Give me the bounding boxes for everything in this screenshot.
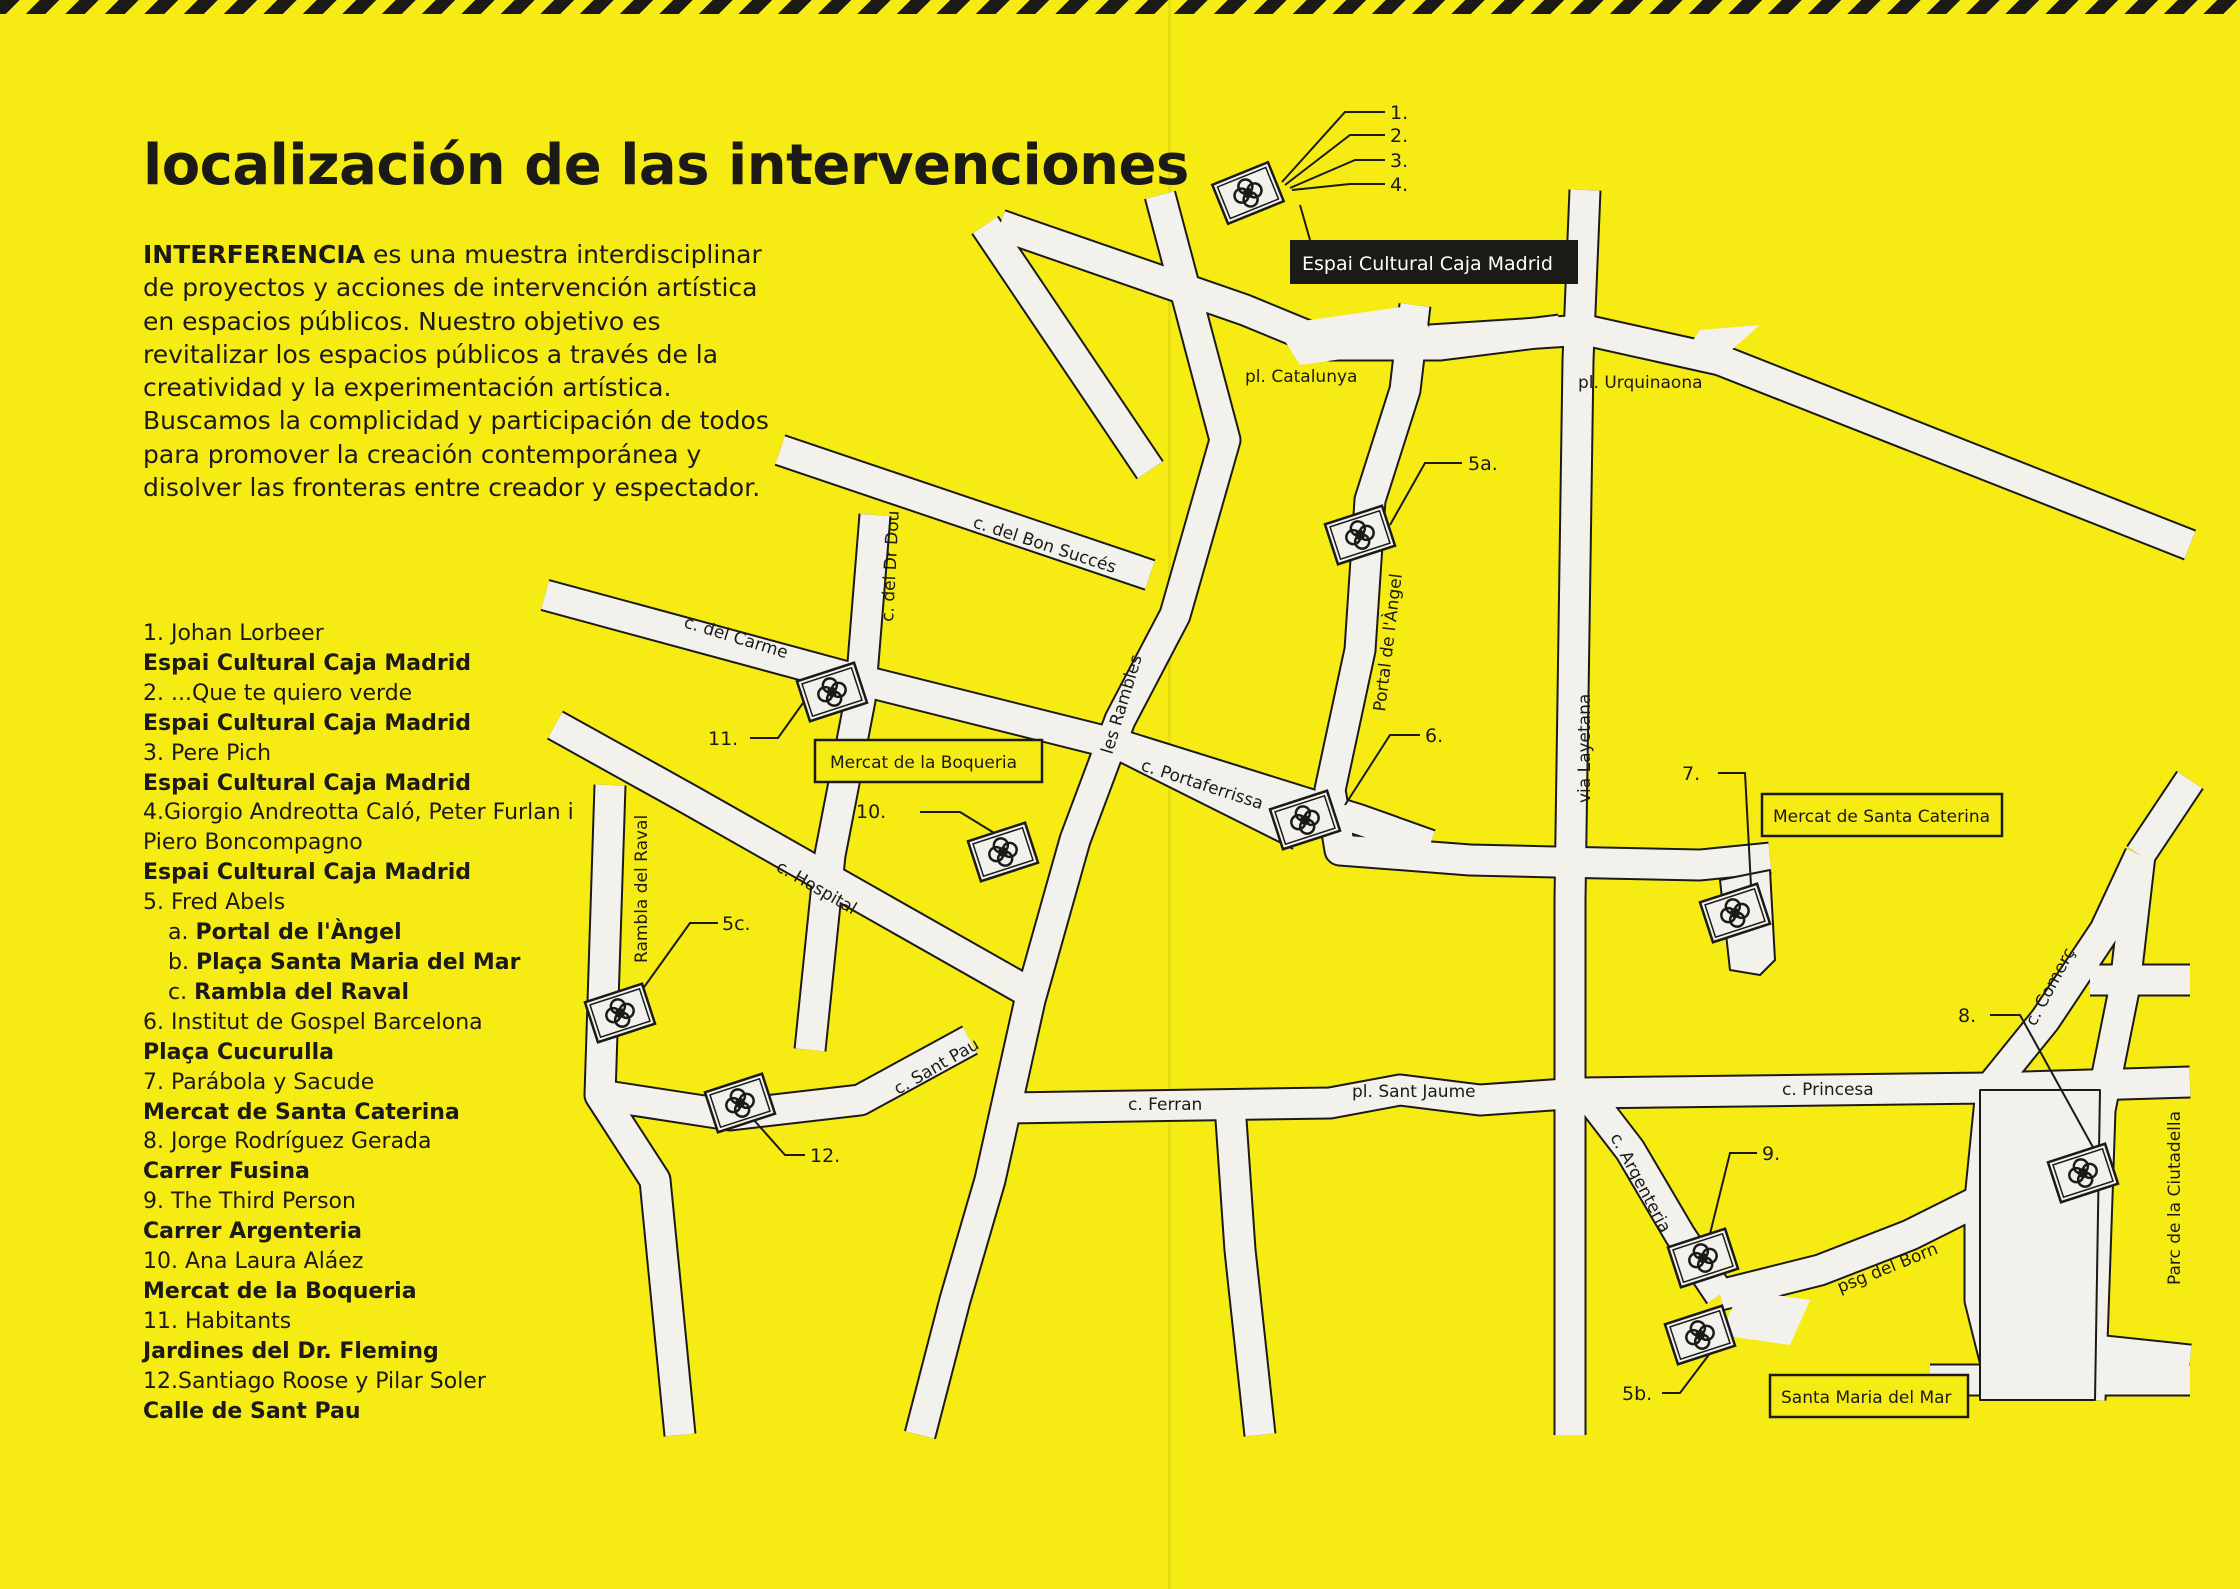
legend-sub-item: c. Rambla del Raval: [168, 979, 409, 1005]
marker-number: 2.: [1390, 125, 1409, 147]
marker-number: 11.: [708, 728, 739, 750]
street-label: pl. Urquinaona: [1578, 373, 1703, 393]
legend-artist: 7. Parábola y Sacude: [143, 1069, 375, 1095]
marker-number: 12.: [810, 1145, 841, 1167]
marker-icon: [968, 823, 1038, 881]
street-label: c. Comerç: [2021, 944, 2080, 1030]
intro-brand: INTERFERENCIA: [143, 240, 366, 269]
marker-number: 9.: [1762, 1143, 1781, 1165]
legend-artist: 4.Giorgio Andreotta Caló, Peter Furlan i: [143, 800, 574, 826]
legend-venue: Mercat de la Boqueria: [143, 1278, 417, 1304]
legend-venue: Espai Cultural Caja Madrid: [143, 710, 472, 736]
marker-number: 6.: [1425, 725, 1444, 747]
marker-icon: [1212, 162, 1283, 223]
svg-text:Mercat de la Boqueria: Mercat de la Boqueria: [830, 753, 1017, 773]
street-label: Portal de l'Àngel: [1370, 572, 1407, 713]
legend-venue: Jardines del Dr. Fleming: [143, 1338, 439, 1364]
legend-artist-cont: Piero Boncompagno: [143, 830, 363, 856]
street-label: c. Argenteria: [1605, 1129, 1675, 1237]
legend-artist: 9. The Third Person: [143, 1189, 356, 1215]
legend-artist: 6. Institut de Gospel Barcelona: [143, 1009, 483, 1035]
svg-text:Mercat de Santa Caterina: Mercat de Santa Caterina: [1773, 807, 1991, 827]
street-label: Parc de la Ciutadella: [2165, 1110, 2185, 1285]
legend-venue: Plaça Cucurulla: [143, 1039, 335, 1065]
marker-number: 3.: [1390, 150, 1409, 172]
street-label: c. Sant Pau: [890, 1034, 983, 1100]
legend-artist: 3. Pere Pich: [143, 740, 272, 766]
marker-number: 5a.: [1468, 453, 1498, 475]
street-label: c. Hospital: [772, 857, 861, 920]
svg-text:Santa Maria del Mar: Santa Maria del Mar: [1781, 1388, 1952, 1408]
marker-icon: [1665, 1306, 1735, 1364]
street-label: c. del Dr Dou: [878, 510, 904, 623]
venue-box-boqueria: [815, 740, 1042, 782]
legend-artist: 10. Ana Laura Aláez: [143, 1249, 364, 1275]
legend-venue: Carrer Argenteria: [143, 1219, 363, 1245]
legend-artist: 8. Jorge Rodríguez Gerada: [143, 1129, 432, 1155]
venue-box-espai: [1290, 240, 1578, 284]
intro-text: es una muestra interdisciplinar de proyectos y acciones de intervención artística en espacios públicos. Nuestro objetivo es revitalizar los espacios públicos a través de la creatividad y la experimentación artística. Buscamos la complicidad y participación de todos para promover la creación contemporánea y disolver las fronteras entre creador y espectador.: [143, 240, 769, 503]
legend-venue: Espai Cultural Caja Madrid: [143, 860, 472, 886]
marker-number: 7.: [1682, 763, 1701, 785]
street-label: Rambla del Raval: [632, 814, 652, 963]
legend-venue: Mercat de Santa Caterina: [143, 1099, 460, 1125]
legend-venue: Espai Cultural Caja Madrid: [143, 650, 472, 676]
legend-venue: Calle de Sant Pau: [143, 1398, 361, 1424]
marker-number: 5c.: [722, 913, 751, 935]
venue-box-santa-maria: [1770, 1375, 1968, 1417]
legend-venue: Carrer Fusina: [143, 1159, 310, 1185]
street-label: via Layetana: [1575, 693, 1595, 803]
marker-icon: [1325, 506, 1395, 564]
street-label: pl. Catalunya: [1245, 367, 1358, 387]
legend-sub-item: a. Portal de l'Àngel: [168, 920, 402, 946]
marker-number: 4.: [1390, 174, 1409, 196]
legend-sub-item: b. Plaça Santa Maria del Mar: [168, 949, 521, 975]
marker-number: 5b.: [1622, 1383, 1653, 1405]
marker-number: 8.: [1958, 1005, 1977, 1027]
street-label: c. del Carme: [681, 612, 791, 664]
venue-box-caterina: [1762, 794, 2002, 836]
street-label: c. del Bon Succés: [970, 512, 1119, 578]
page-title: localización de las intervenciones: [143, 133, 1189, 198]
marker-number: 1.: [1390, 102, 1409, 124]
street-label: c. Portaferrissa: [1138, 755, 1266, 815]
street-label: psg del Born: [1834, 1239, 1941, 1298]
legend-artist: 11. Habitants: [143, 1308, 292, 1334]
legend-artist: 5. Fred Abels: [143, 890, 286, 916]
svg-text:Espai Cultural Caja Madrid: Espai Cultural Caja Madrid: [1302, 253, 1553, 275]
street-label: c. Princesa: [1782, 1080, 1874, 1100]
legend-venue: Espai Cultural Caja Madrid: [143, 770, 472, 796]
marker-number: 10.: [856, 801, 887, 823]
street-label: pl. Sant Jaume: [1352, 1082, 1476, 1102]
street-label: c. Ferran: [1128, 1095, 1203, 1115]
legend-artist: 1. Johan Lorbeer: [143, 621, 324, 646]
legend-artist: 2. ...Que te quiero verde: [143, 680, 413, 706]
street-label: les Rambles: [1097, 652, 1147, 757]
legend-artist: 12.Santiago Roose y Pilar Soler: [143, 1368, 486, 1394]
